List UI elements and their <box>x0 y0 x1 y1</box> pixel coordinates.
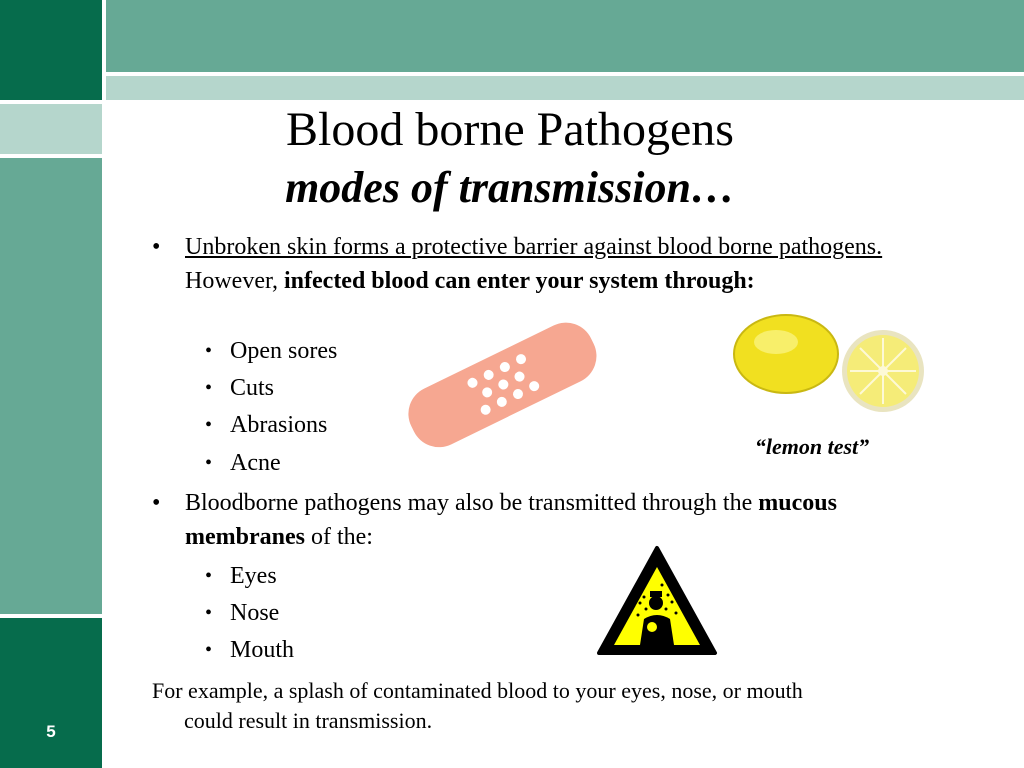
bullet-dot: • <box>152 490 161 516</box>
list-item-label: Eyes <box>230 563 277 589</box>
list-item-nose <box>205 596 279 630</box>
list-item-label: Mouth <box>230 637 295 663</box>
skin-barrier-text: Unbroken skin forms a protective barrier against blood borne pathogens. <box>185 234 883 260</box>
sidebar-stripe <box>0 104 102 154</box>
hazard-warning-icon <box>596 545 718 657</box>
bandage-icon <box>390 312 615 457</box>
list-item-label: Open sores <box>230 338 338 364</box>
list-item-label: Abrasions <box>230 412 328 438</box>
bullet-dot: • <box>205 377 213 399</box>
header-stripe <box>106 76 1024 100</box>
slide-title <box>150 100 870 216</box>
title-subtitle: modes of transmission… <box>285 163 735 212</box>
however-text: However, <box>185 268 278 294</box>
example-text <box>152 676 1002 736</box>
list-item-label: Acne <box>230 450 281 476</box>
of-the-text: of the: <box>310 524 373 550</box>
bullet-dot: • <box>152 234 161 260</box>
list-item-mouth <box>205 633 294 667</box>
list-item-label: Nose <box>230 600 280 626</box>
title-main: Blood borne Pathogens <box>286 103 734 156</box>
bullet-skin-barrier <box>152 230 962 298</box>
sidebar-band <box>0 158 102 614</box>
bullet-dot: • <box>205 639 213 661</box>
bullet-dot: • <box>205 602 213 624</box>
example-line-1: For example, a splash of contaminated blood to your eyes, nose, or mouth <box>152 678 803 703</box>
bullet-dot: • <box>205 340 213 362</box>
lemon-test-caption: “lemon test” <box>754 434 870 459</box>
infected-blood-text: infected blood can enter your system through: <box>284 268 755 294</box>
corner-block-dark <box>0 0 102 100</box>
list-item-cuts <box>205 371 274 405</box>
list-item-abrasions <box>205 408 327 442</box>
bullet-mucous-membranes <box>152 486 962 554</box>
bullet-dot: • <box>205 414 213 436</box>
lemon-icon <box>728 308 928 423</box>
list-item-label: Cuts <box>230 375 275 401</box>
example-line-2: could result in transmission. <box>184 708 433 733</box>
mucous-intro-text: Bloodborne pathogens may also be transmitted through the <box>185 490 753 516</box>
sidebar-footer-block <box>0 618 102 768</box>
list-item-acne <box>205 446 281 480</box>
header-band <box>106 0 1024 72</box>
list-item-eyes <box>205 559 277 593</box>
list-item-open-sores <box>205 334 337 368</box>
mucous-membranes-text: mucous membranes <box>185 490 837 550</box>
bullet-dot: • <box>205 452 213 474</box>
slide-number: 5 <box>46 722 56 741</box>
bullet-dot: • <box>205 565 213 587</box>
